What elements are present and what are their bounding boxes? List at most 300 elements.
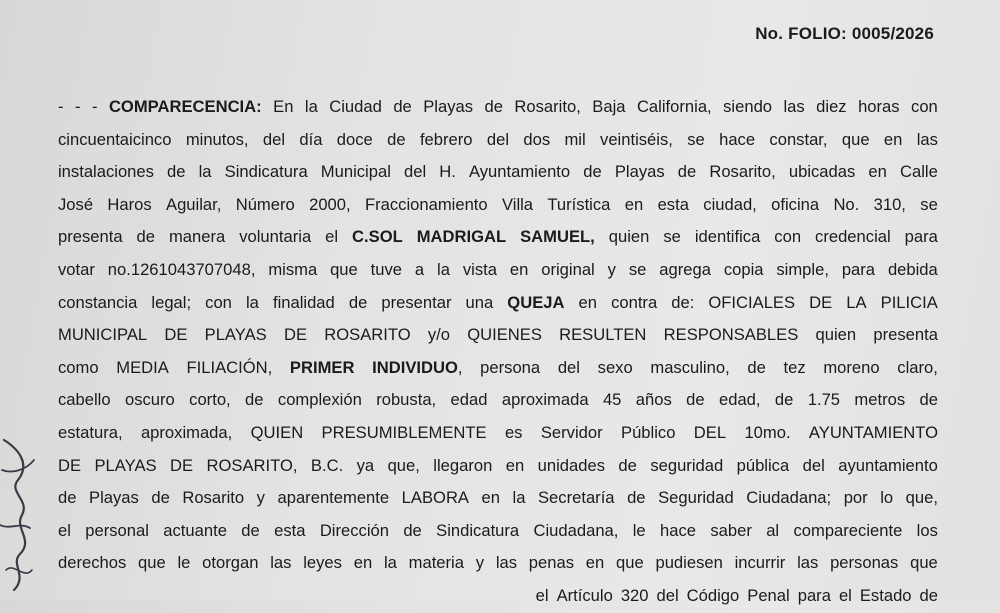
word xyxy=(687,580,740,613)
word xyxy=(186,352,272,385)
text-run: Playas xyxy=(89,488,139,508)
word xyxy=(534,515,619,548)
word xyxy=(660,515,696,548)
word xyxy=(329,91,382,124)
word xyxy=(650,352,729,385)
word xyxy=(564,124,585,157)
text-run: Ciudadana; xyxy=(746,488,832,508)
text-run: constancia xyxy=(58,292,138,312)
text-run: y xyxy=(607,259,616,279)
text-run: constar, xyxy=(769,129,828,149)
text-run: Haros xyxy=(107,194,152,214)
text-run: esta xyxy=(274,520,306,540)
text-run: masculino, xyxy=(650,357,730,377)
word xyxy=(58,124,171,157)
word xyxy=(58,384,111,417)
text-run: Servidor xyxy=(540,422,603,442)
text-run: y xyxy=(256,488,265,508)
word xyxy=(917,515,938,548)
word xyxy=(199,156,212,189)
text-run: Sindicatura xyxy=(436,520,520,540)
word xyxy=(609,221,650,254)
word xyxy=(337,124,373,157)
word xyxy=(58,417,123,450)
text-run: otorgan xyxy=(202,553,259,573)
word xyxy=(151,482,169,515)
text-run: se xyxy=(920,194,938,214)
text-run: RESULTEN xyxy=(559,325,647,345)
text-run: hace xyxy=(719,129,756,149)
word xyxy=(815,221,891,254)
word xyxy=(703,189,757,222)
text-run: de xyxy=(484,97,503,116)
text-run: con xyxy=(205,292,232,312)
word xyxy=(547,189,610,222)
text-run: agrega xyxy=(659,259,711,279)
word xyxy=(320,515,389,548)
word xyxy=(246,287,259,320)
word xyxy=(880,482,893,515)
word xyxy=(838,450,938,483)
word xyxy=(189,384,231,417)
text-run: Aguilar, xyxy=(166,194,222,214)
text-run: el xyxy=(58,520,71,540)
text-run: en xyxy=(509,259,529,279)
text-run: Dirección xyxy=(319,520,389,540)
text-run: de xyxy=(919,390,938,410)
text-line xyxy=(58,515,938,548)
word xyxy=(719,384,761,417)
text-run: complexión xyxy=(277,390,362,410)
text-run: manera xyxy=(168,227,226,247)
text-run: quien xyxy=(815,325,857,345)
word xyxy=(487,124,509,157)
text-run: de xyxy=(348,292,368,312)
text-run: en xyxy=(505,455,525,475)
word xyxy=(708,287,795,320)
text-run: legal; xyxy=(151,292,192,312)
word xyxy=(324,319,410,352)
text-run: - xyxy=(91,97,98,116)
word xyxy=(469,156,570,189)
text-run: de xyxy=(747,357,766,377)
text-run: que xyxy=(138,553,166,573)
word xyxy=(541,254,595,287)
word xyxy=(404,156,426,189)
text-run: Villa xyxy=(501,194,534,214)
text-run: PILICIA xyxy=(880,292,938,312)
text-run: y xyxy=(475,553,485,573)
word xyxy=(75,91,81,124)
bold-text: COMPARECENCIA: xyxy=(108,97,262,116)
word xyxy=(621,580,649,613)
text-run: corto, xyxy=(189,390,231,410)
word xyxy=(58,221,123,254)
word xyxy=(466,287,494,320)
word xyxy=(789,156,855,189)
word xyxy=(163,515,227,548)
text-run: la xyxy=(245,292,259,312)
word xyxy=(387,124,405,157)
text-run: PLAYAS xyxy=(204,325,267,345)
word xyxy=(58,91,64,124)
text-run: años xyxy=(635,390,672,410)
word xyxy=(290,352,355,385)
text-run: DE xyxy=(283,325,308,345)
word xyxy=(559,319,646,352)
word xyxy=(657,580,679,613)
word xyxy=(910,547,938,580)
text-run: robusta, xyxy=(376,390,437,410)
word xyxy=(273,91,293,124)
word xyxy=(402,482,469,515)
word xyxy=(58,319,147,352)
word xyxy=(860,580,912,613)
text-run: a xyxy=(414,259,425,279)
word xyxy=(615,156,665,189)
word xyxy=(579,287,597,320)
text-run: las xyxy=(783,97,805,116)
word xyxy=(205,287,232,320)
text-run: del xyxy=(557,357,580,377)
text-run: Rosarito xyxy=(182,488,245,508)
word xyxy=(166,189,221,222)
text-run: debida xyxy=(887,259,938,279)
text-run: OFICIALES xyxy=(708,292,796,312)
text-run: Público xyxy=(621,422,676,442)
text-run: 2000, xyxy=(309,194,351,214)
text-run: en xyxy=(585,553,605,573)
text-run: ya xyxy=(356,455,375,475)
text-run: H. xyxy=(439,162,456,182)
word xyxy=(58,547,126,580)
text-run: doce xyxy=(336,129,373,149)
word xyxy=(523,124,550,157)
word xyxy=(659,254,711,287)
word xyxy=(263,124,285,157)
word xyxy=(797,547,818,580)
word xyxy=(357,450,375,483)
text-run: del xyxy=(802,455,825,475)
text-run: Baja xyxy=(592,97,626,116)
text-run: con xyxy=(911,97,938,116)
text-run: para xyxy=(841,259,876,279)
text-run: que, xyxy=(905,488,938,508)
word xyxy=(245,384,263,417)
word xyxy=(538,482,615,515)
text-run: le xyxy=(177,553,191,573)
word xyxy=(349,287,367,320)
text-line xyxy=(58,287,938,320)
text-run: oficina xyxy=(771,194,820,214)
word xyxy=(724,254,764,287)
word xyxy=(467,319,542,352)
text-run: seguridad xyxy=(650,455,724,475)
text-run: lo xyxy=(880,488,894,508)
word xyxy=(376,384,436,417)
word xyxy=(906,482,938,515)
word xyxy=(58,254,95,287)
text-run: que xyxy=(616,553,644,573)
word xyxy=(618,450,636,483)
word xyxy=(502,384,589,417)
text-run: PRESUMIBLEMENTE xyxy=(321,422,487,442)
text-run: DE xyxy=(58,455,82,475)
word xyxy=(655,547,722,580)
text-run: del xyxy=(486,129,510,149)
word xyxy=(403,515,421,548)
text-run: las xyxy=(495,553,518,573)
text-line xyxy=(58,352,938,385)
word xyxy=(510,254,528,287)
word xyxy=(274,515,305,548)
text-run: se xyxy=(663,227,681,247)
text-run: FILIACIÓN, xyxy=(186,357,273,377)
word xyxy=(858,91,900,124)
text-line xyxy=(58,254,938,287)
text-run: de xyxy=(245,390,264,410)
word xyxy=(107,189,151,222)
word xyxy=(186,124,249,157)
text-run: veintiséis, xyxy=(600,129,673,149)
bold-text: C.SOL xyxy=(352,227,403,247)
word xyxy=(905,221,938,254)
text-line xyxy=(58,91,938,124)
text-run: en xyxy=(883,129,903,149)
word xyxy=(625,189,643,222)
word xyxy=(58,482,76,515)
text-line xyxy=(58,156,938,189)
word xyxy=(766,515,779,548)
word xyxy=(463,254,497,287)
text-run: simple, xyxy=(776,259,829,279)
word xyxy=(137,221,155,254)
text-run: para xyxy=(797,585,831,605)
text-run: siendo xyxy=(723,97,773,116)
word xyxy=(58,287,137,320)
handwritten-signature xyxy=(0,430,40,600)
word xyxy=(868,156,886,189)
word xyxy=(241,515,259,548)
word xyxy=(710,515,752,548)
word xyxy=(658,189,689,222)
word xyxy=(586,547,604,580)
text-run: pudiesen xyxy=(655,553,723,573)
word xyxy=(592,91,625,124)
text-run: Ciudad xyxy=(329,97,382,116)
word xyxy=(207,450,298,483)
text-run: Playas xyxy=(614,162,665,182)
word xyxy=(330,254,358,287)
text-run: al xyxy=(766,520,780,540)
word xyxy=(627,482,645,515)
word xyxy=(284,319,307,352)
text-run: Número xyxy=(235,194,295,214)
text-run: incurrir xyxy=(734,553,786,573)
word xyxy=(633,515,646,548)
text-line xyxy=(58,384,938,417)
word xyxy=(874,189,906,222)
word xyxy=(388,450,420,483)
text-run: copia xyxy=(723,259,764,279)
text-run: de xyxy=(403,520,422,540)
text-run: QUIENES xyxy=(467,325,542,345)
text-run: Seguridad xyxy=(658,488,734,508)
text-run: de xyxy=(241,520,260,540)
word xyxy=(365,189,488,222)
text-run: el xyxy=(535,585,549,605)
word xyxy=(650,450,723,483)
text-run: las xyxy=(270,553,292,573)
text-run: edad, xyxy=(718,390,761,410)
text-run: DE xyxy=(170,455,194,475)
text-run: tuve xyxy=(370,259,403,279)
text-run: para xyxy=(904,227,938,247)
word xyxy=(529,547,574,580)
word xyxy=(671,287,694,320)
text-run: QUIEN xyxy=(250,422,304,442)
text-run: materia xyxy=(408,553,464,573)
text-line xyxy=(58,482,938,515)
word xyxy=(557,580,613,613)
text-run: de xyxy=(686,390,705,410)
word xyxy=(911,91,938,124)
text-run: Rosarito, xyxy=(514,97,581,116)
word xyxy=(783,91,804,124)
text-run: penas xyxy=(528,553,575,573)
word xyxy=(884,124,902,157)
word xyxy=(723,91,772,124)
word xyxy=(278,384,362,417)
word xyxy=(513,482,526,515)
text-run: con xyxy=(774,227,802,247)
text-run: quien xyxy=(608,227,650,247)
word xyxy=(433,450,492,483)
word xyxy=(409,547,464,580)
word xyxy=(125,384,175,417)
text-run: de xyxy=(393,97,412,116)
text-run: credencial xyxy=(815,227,891,247)
word xyxy=(182,482,244,515)
text-run: California, xyxy=(636,97,712,116)
word xyxy=(225,156,308,189)
word xyxy=(808,384,840,417)
text-run: de xyxy=(58,488,77,508)
text-run: de xyxy=(583,162,602,182)
word xyxy=(420,124,473,157)
text-run: que xyxy=(910,553,938,573)
word xyxy=(846,287,866,320)
text-line xyxy=(58,450,938,483)
word xyxy=(270,547,291,580)
word xyxy=(833,189,859,222)
word xyxy=(917,124,938,157)
text-run: del xyxy=(262,129,286,149)
text-run: del xyxy=(404,162,427,182)
text-run: 310, xyxy=(873,194,906,214)
word xyxy=(686,384,704,417)
text-run: de xyxy=(919,585,938,605)
text-run: 320 xyxy=(620,585,649,605)
word xyxy=(371,254,402,287)
bold-text: PRIMER xyxy=(289,357,355,377)
bold-text: QUEJA xyxy=(507,292,565,312)
text-run: se xyxy=(628,259,647,279)
word xyxy=(830,547,898,580)
word xyxy=(695,221,761,254)
text-run: José xyxy=(58,194,94,214)
word xyxy=(793,515,902,548)
text-run: de xyxy=(618,455,637,475)
text-run: Rosarito, xyxy=(709,162,776,182)
bold-text: MADRIGAL xyxy=(416,227,507,247)
word xyxy=(85,515,149,548)
word xyxy=(236,189,295,222)
word xyxy=(881,287,938,320)
word xyxy=(141,417,232,450)
word xyxy=(920,580,938,613)
word xyxy=(169,221,225,254)
word xyxy=(694,417,726,450)
text-run: de: xyxy=(671,292,695,312)
word xyxy=(109,91,262,124)
text-run: la xyxy=(198,162,212,182)
text-run: y/o xyxy=(427,325,450,345)
text-run: ROSARITO xyxy=(324,325,411,345)
text-run: en xyxy=(353,553,373,573)
word xyxy=(897,352,938,385)
text-run: en xyxy=(624,194,644,214)
word xyxy=(776,254,829,287)
word xyxy=(774,221,801,254)
word xyxy=(273,287,335,320)
word xyxy=(507,287,564,320)
text-run: las xyxy=(916,129,938,149)
text-run: Fraccionamiento xyxy=(364,194,488,214)
word xyxy=(663,221,681,254)
word xyxy=(506,450,524,483)
text-run: que, xyxy=(387,455,420,475)
text-run: edad xyxy=(450,390,488,410)
text-run: DE xyxy=(809,292,833,312)
word xyxy=(842,124,870,157)
word xyxy=(309,189,351,222)
text-run: de xyxy=(151,488,170,508)
word xyxy=(900,156,938,189)
text-run: en xyxy=(578,292,597,312)
word xyxy=(608,254,616,287)
text-run: cincuentaicinco xyxy=(58,129,172,149)
bold-text: INDIVIDUO xyxy=(372,357,458,377)
word xyxy=(202,547,258,580)
word xyxy=(476,547,484,580)
word xyxy=(58,156,154,189)
text-run: diez xyxy=(816,97,847,116)
text-run: 45 xyxy=(602,390,622,410)
text-run: ayuntamiento xyxy=(838,455,938,475)
word xyxy=(541,417,603,450)
word xyxy=(816,319,857,352)
text-run: ciudad, xyxy=(703,194,757,214)
text-run: Ciudadana, xyxy=(533,520,619,540)
text-run: esta xyxy=(657,194,689,214)
word xyxy=(415,254,424,287)
text-run: presenta xyxy=(873,325,938,345)
text-run: DE xyxy=(164,325,188,345)
word xyxy=(58,515,71,548)
word xyxy=(616,547,644,580)
word xyxy=(771,189,819,222)
